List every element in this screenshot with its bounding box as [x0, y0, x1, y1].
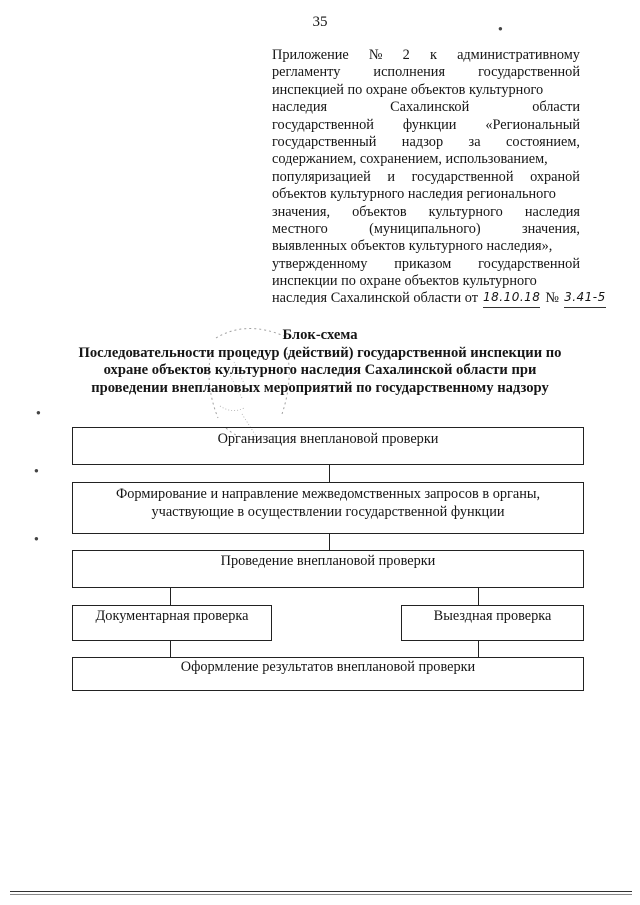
appendix-word: инспекцией по охране объектов культурного [272, 81, 544, 98]
flow-connector-left [170, 588, 171, 605]
appendix-word: государственной [478, 64, 580, 81]
appendix-line [272, 273, 580, 290]
flow-organization-label: Организация внеплановой проверки [217, 431, 439, 447]
appendix-line [272, 238, 580, 255]
flow-box-documentary [72, 605, 272, 641]
appendix-word: исполнения [373, 64, 446, 81]
flow-onsite-label: Выездная проверка [433, 608, 552, 624]
appendix-line [272, 117, 580, 134]
appendix-word: № [368, 47, 383, 63]
appendix-line [272, 64, 580, 81]
appendix-word: административному [457, 47, 580, 63]
scheme-title-block [30, 327, 610, 397]
appendix-word: государственной [272, 116, 374, 133]
appendix-word: области [532, 99, 580, 116]
appendix-word: популяризацией [272, 168, 371, 185]
flow-connector-left [170, 641, 171, 657]
appendix-word: объектов [352, 203, 407, 220]
appendix-word: Сахалинской [390, 99, 470, 116]
number-sign: № [545, 290, 560, 307]
appendix-line [272, 169, 580, 186]
appendix-word: за [468, 133, 481, 150]
page-bottom-rule [10, 891, 632, 892]
flow-connector-right [478, 588, 479, 605]
scheme-subtitle-line-1: Последовательности процедур (действий) государственной инспекции по [78, 344, 562, 361]
appendix-word: местного [272, 220, 328, 237]
appendix-line [272, 82, 580, 99]
flow-connector [329, 465, 330, 482]
appendix-word: состоянием, [505, 133, 580, 150]
flow-box-onsite [401, 605, 584, 641]
flow-requests-line-1: Формирование и направление межведомственных запросов в органы, [115, 486, 541, 502]
appendix-word: «Региональный [485, 116, 580, 133]
appendix-word: надзор [401, 133, 444, 150]
appendix-line [272, 256, 580, 273]
appendix-word: функции [402, 116, 457, 133]
flow-connector [329, 534, 330, 550]
flow-connector-right [478, 641, 479, 657]
appendix-line [272, 221, 580, 238]
scheme-subtitle-line-2: охране объектов культурного наследия Сахалинской области при [103, 362, 537, 378]
appendix-word: культурного [428, 203, 503, 220]
page-bottom-rule [10, 894, 632, 895]
flow-box-conduct-inspection [72, 550, 584, 588]
scan-speck: ● [36, 408, 41, 417]
flow-box-results [72, 657, 584, 691]
appendix-word: утвержденному [272, 255, 368, 272]
flow-requests-line-2: участвующие в осуществлении государственной функции [151, 503, 505, 520]
appendix-word: наследия [524, 203, 580, 220]
appendix-line [272, 151, 580, 168]
flow-box-interagency-requests [72, 482, 584, 534]
appendix-line [272, 47, 580, 64]
appendix-word: объектов культурного наследия регионального [272, 186, 556, 203]
appendix-note [272, 47, 606, 308]
appendix-word: к [429, 47, 437, 63]
appendix-word: значения, [272, 203, 331, 220]
appendix-line [272, 134, 580, 151]
appendix-word: охраной [530, 168, 580, 185]
appendix-line [272, 186, 580, 203]
appendix-word: государственной [478, 255, 580, 272]
scan-speck: ● [34, 466, 39, 475]
appendix-line [272, 99, 580, 116]
handwritten-date: 18.10.18 [483, 290, 540, 307]
appendix-word: 2 [402, 47, 410, 63]
appendix-word: Приложение [272, 47, 349, 63]
flow-results-label: Оформление результатов внеплановой проверки [180, 659, 476, 675]
appendix-word: инспекции по охране объектов культурного [272, 273, 537, 290]
appendix-line [272, 204, 580, 221]
appendix-word: (муниципального) [369, 220, 481, 237]
scheme-subtitle-line-3: проведении внеплановых мероприятий по государственному надзору [91, 379, 549, 396]
flow-documentary-label: Документарная проверка [95, 608, 249, 624]
appendix-last-prefix: наследия Сахалинской области от [272, 290, 478, 307]
appendix-word: наследия [272, 99, 328, 116]
appendix-word: приказом [394, 255, 452, 272]
appendix-word: значения, [521, 220, 580, 237]
page-number: 35 [312, 14, 328, 30]
appendix-word: выявленных объектов культурного наследия», [272, 238, 553, 255]
scheme-title: Блок-схема [282, 327, 358, 343]
scan-speck: ● [498, 24, 503, 33]
appendix-word: государственный [272, 133, 377, 150]
flow-conduct-label: Проведение внеплановой проверки [220, 553, 436, 569]
appendix-word: содержанием, сохранением, использованием, [272, 151, 548, 168]
scan-speck: ● [34, 534, 39, 543]
handwritten-number: 3.41-5 [564, 290, 606, 307]
flow-box-organization [72, 427, 584, 465]
appendix-word: регламенту [272, 64, 341, 81]
appendix-line-date [272, 290, 606, 307]
appendix-word: государственной [411, 168, 514, 185]
appendix-word: и [387, 168, 396, 185]
